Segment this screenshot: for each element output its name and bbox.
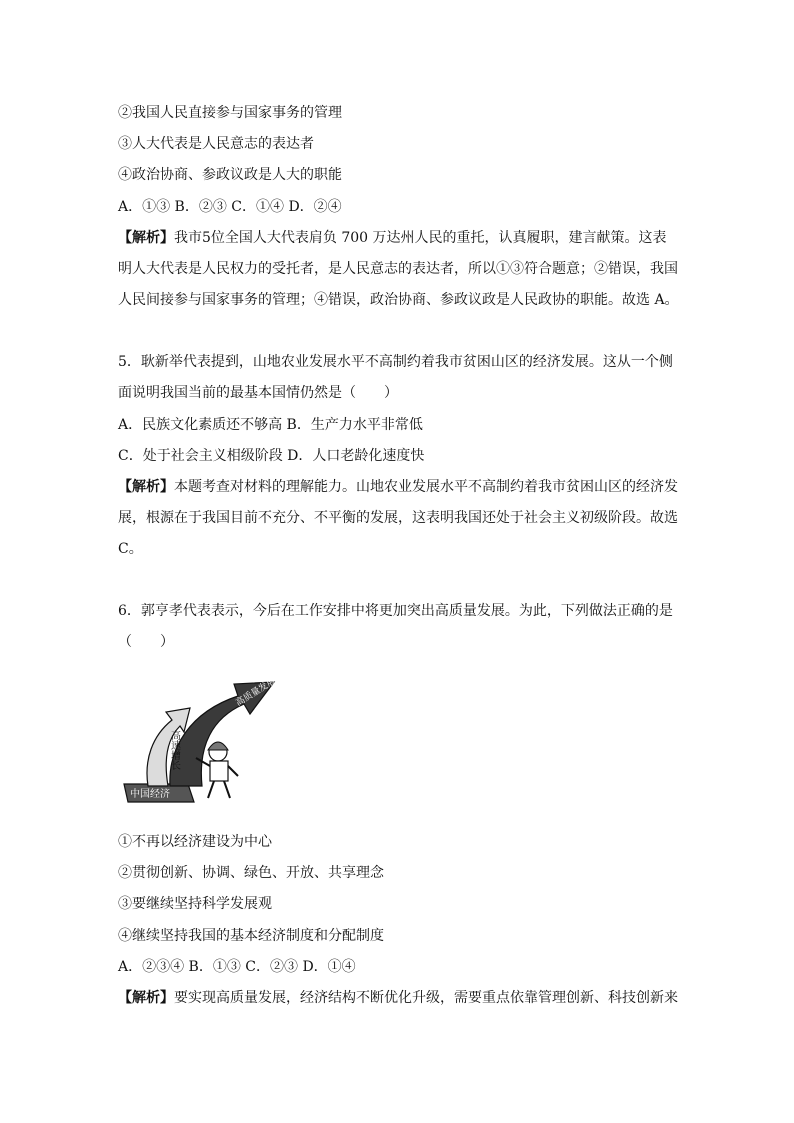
small-arrow-label: 高速增长	[168, 730, 180, 770]
prev-analysis-line-3: 人民间接参与国家事务的管理；④错误，政治协商、参政议政是人民政协的职能。故选 A。	[118, 292, 679, 308]
q6-stem-line-1: 6．郭亨孝代表表示，今后在工作安排中将更加突出高质量发展。为此，下列做法正确的是	[118, 603, 673, 619]
q5-choices-line-1: A．民族文化素质还不够高 B．生产力水平非常低	[118, 417, 423, 433]
q5-analysis-line-3: C。	[118, 541, 143, 557]
q6-option-4: ④继续坚持我国的基本经济制度和分配制度	[118, 928, 384, 944]
q5-choices-line-2: C．处于社会主义相级阶段 D．人口老龄化速度快	[118, 448, 425, 464]
q5-analysis-line-1	[118, 477, 678, 497]
economy-cartoon-figure	[118, 668, 288, 810]
worker-body	[210, 761, 228, 781]
q6-option-2: ②贯彻创新、协调、绿色、开放、共享理念	[118, 865, 384, 881]
analysis-text: 要实现高质量发展，经济结构不断优化升级，需要重点依靠管理创新、科技创新来	[174, 990, 678, 1006]
analysis-text: 我市5位全国人大代表肩负 700 万达州人民的重托，认真履职，建言献策。这表	[174, 230, 667, 246]
analysis-tag: 【解析】	[118, 230, 174, 246]
prev-option-4: ④政治协商、参政议政是人大的职能	[118, 167, 342, 183]
big-arrow-label: 高质量发展	[234, 676, 278, 709]
analysis-tag: 【解析】	[118, 990, 174, 1006]
prev-option-3: ③人大代表是人民意志的表达者	[118, 136, 314, 152]
q6-stem-line-2: （ ）	[118, 634, 174, 650]
prev-choices: A．①③ B．②③ C．①④ D．②④	[118, 199, 342, 215]
worker-helmet	[208, 742, 228, 750]
base-sign-label: 中国经济	[130, 789, 170, 800]
prev-analysis-line-1	[118, 228, 678, 248]
q6-analysis-line-1	[118, 988, 678, 1008]
q6-option-3: ③要继续坚持科学发展观	[118, 896, 272, 912]
analysis-tag: 【解析】	[118, 479, 174, 495]
economy-cartoon	[118, 668, 288, 810]
q5-stem-line-2: 面说明我国当前的最基本国情仍然是（ ）	[118, 385, 398, 401]
q5-analysis-line-2: 展，根源在于我国目前不充分、不平衡的发展，这表明我国还处于社会主义初级阶段。故选	[118, 510, 678, 526]
prev-analysis-line-2: 明人大代表是人民权力的受托者，是人民意志的表达者，所以①③符合题意；②错误，我国	[118, 261, 678, 277]
q5-stem-line-1: 5．耿新举代表提到，山地农业发展水平不高制约着我市贫困山区的经济发展。这从一个侧	[118, 354, 673, 370]
q6-choices: A．②③④ B．①③ C．②③ D．①④	[118, 959, 356, 975]
q6-option-1: ①不再以经济建设为中心	[118, 834, 272, 850]
prev-option-2: ②我国人民直接参与国家事务的管理	[118, 105, 342, 121]
analysis-text: 本题考查对材料的理解能力。山地农业发展水平不高制约着我市贫困山区的经济发	[174, 479, 678, 495]
